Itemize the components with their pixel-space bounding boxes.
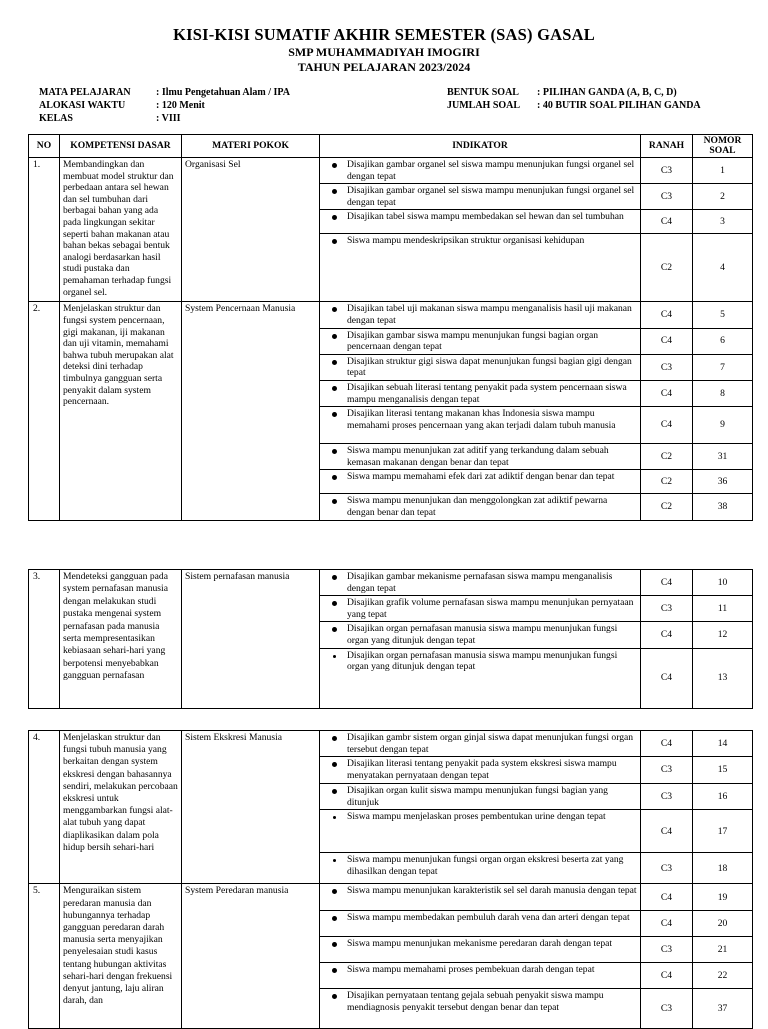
indicator-text: Disajikan gambar organel sel siswa mampu menunjukan fungsi organel sel dengan tepat <box>320 184 641 210</box>
table-row <box>29 302 753 328</box>
meta-label: ALOKASI WAKTU <box>39 100 126 111</box>
ranah-value: C4 <box>641 731 693 757</box>
question-number: 36 <box>693 470 753 494</box>
competency-text: Membandingkan dan membuat model struktur dan perbedaan antara sel hewan dan sel tumbuhan dari berbagai bahan yang ada pada lingkungan sekitar seperti bahan makanan atau bahan bekas sebagai bentuk analogi berdasarkan hasil studi pustaka dan pemahaman terhadap fungsi organel sel. <box>60 158 182 302</box>
question-number: 20 <box>693 911 753 937</box>
question-number: 10 <box>693 570 753 596</box>
meta-value: : PILIHAN GANDA (A, B, C, D) <box>537 87 677 98</box>
question-number: 18 <box>693 853 753 884</box>
ranah-value: C3 <box>641 184 693 210</box>
meta-class <box>39 112 290 125</box>
question-number: 22 <box>693 963 753 989</box>
indicator-text: Siswa mampu memahami efek dari zat adiktif dengan benar dan tepat <box>320 470 641 494</box>
meta-label: MATA PELAJARAN <box>39 87 131 98</box>
grid-table-section-3 <box>28 569 753 709</box>
ranah-value: C3 <box>641 853 693 884</box>
question-number: 31 <box>693 444 753 470</box>
indicator-text: Siswa mampu memahami proses pembekuan darah dengan tepat <box>320 963 641 989</box>
topic-text: Sistem Ekskresi Manusia <box>182 731 320 884</box>
meta-label: KELAS <box>39 113 73 124</box>
table-header-row <box>29 135 753 158</box>
meta-right <box>447 86 701 112</box>
indicator-text: Disajikan literasi tentang makanan khas Indonesia siswa mampu memahami proses pencernaan yang akan terjadi dalam tubuh manusia <box>320 407 641 444</box>
school-name: SMP MUHAMMADIYAH IMOGIRI <box>288 45 480 59</box>
indicator-text: Disajikan organ pernafasan manusia siswa mampu menunjukan fungsi organ yang ditunjuk dengan tepat <box>320 622 641 648</box>
ranah-value: C4 <box>641 963 693 989</box>
meta-value: : Ilmu Pengetahuan Alam / IPA <box>156 87 290 98</box>
indicator-text: Disajikan literasi tentang penyakit pada system ekskresi siswa mampu menyatakan pernyataan dengan tepat <box>320 757 641 784</box>
ranah-value: C3 <box>641 757 693 784</box>
document-title: KISI-KISI SUMATIF AKHIR SEMESTER (SAS) GASAL <box>173 25 595 44</box>
ranah-value: C2 <box>641 444 693 470</box>
topic-text: System Peredaran manusia <box>182 884 320 1029</box>
ranah-value: C4 <box>641 570 693 596</box>
ranah-value: C4 <box>641 622 693 648</box>
ranah-value: C3 <box>641 596 693 622</box>
question-number: 2 <box>693 184 753 210</box>
meta-question-type <box>447 86 701 99</box>
question-number: 21 <box>693 937 753 963</box>
academic-year: TAHUN PELAJARAN 2023/2024 <box>297 60 471 74</box>
question-number: 1 <box>693 158 753 184</box>
indicator-text: Disajikan struktur gigi siswa dapat menunjukan fungsi bagian gigi dengan tepat <box>320 354 641 380</box>
indicator-text: Disajikan grafik volume pernafasan siswa mampu menunjukan pernyataan yang tepat <box>320 596 641 622</box>
topic-text: Organisasi Sel <box>182 158 320 302</box>
indicator-text: Siswa mampu menjelaskan proses pembentukan urine dengan tepat <box>320 810 641 853</box>
col-header-kd: KOMPETENSI DASAR <box>60 135 182 158</box>
meta-time <box>39 99 290 112</box>
question-number: 17 <box>693 810 753 853</box>
table-row <box>29 884 753 911</box>
indicator-text: Disajikan gambar organel sel siswa mampu menunjukan fungsi organel sel dengan tepat <box>320 158 641 184</box>
question-number: 5 <box>693 302 753 328</box>
table-row <box>29 570 753 596</box>
indicator-text: Siswa mampu menunjukan zat aditif yang terkandung dalam sebuah kemasan makanan dengan benar dan tepat <box>320 444 641 470</box>
indicator-text: Disajikan gambar mekanisme pernafasan siswa mampu menganalisis dengan tepat <box>320 570 641 596</box>
ranah-value: C4 <box>641 380 693 406</box>
ranah-value: C3 <box>641 158 693 184</box>
section-number: 4. <box>29 731 60 884</box>
indicator-text: Siswa mampu menunjukan dan menggolongkan zat adiktif pewarna dengan benar dan tepat <box>320 494 641 520</box>
question-number: 16 <box>693 784 753 810</box>
competency-text: Menjelaskan struktur dan fungsi system pencernaan, gigi makanan, iji makanan dan uji vitamin, memahami bahwa tubuh merupakan alat deteksi dini terhadap timbulnya gangguan serta penyakit dalam system pencernaan. <box>60 302 182 520</box>
indicator-text: Disajikan tabel uji makanan siswa mampu menganalisis hasil uji makanan dengan tepat <box>320 302 641 328</box>
col-header-ranah: RANAH <box>641 135 693 158</box>
section-number: 5. <box>29 884 60 1029</box>
meta-value: : VIII <box>156 113 181 124</box>
ranah-value: C2 <box>641 494 693 520</box>
ranah-value: C2 <box>641 470 693 494</box>
meta-label: BENTUK SOAL <box>447 87 519 98</box>
ranah-value: C4 <box>641 328 693 354</box>
indicator-text: Siswa mampu menunjukan mekanisme peredaran darah dengan tepat <box>320 937 641 963</box>
question-number: 14 <box>693 731 753 757</box>
indicator-text: Disajikan gambr sistem organ ginjal siswa dapat menunjukan fungsi organ tersebut dengan tepat <box>320 731 641 757</box>
col-header-no: NO <box>29 135 60 158</box>
table-row <box>29 731 753 757</box>
question-number: 3 <box>693 210 753 234</box>
question-number: 6 <box>693 328 753 354</box>
question-number: 37 <box>693 989 753 1029</box>
question-number: 12 <box>693 622 753 648</box>
competency-text: Menguraikan sistem peredaran manusia dan hubungannya terhadap gangguan peredaran darah manusia serta menyajikan penyelesaian studi kasus tentang hubungan aktivitas sehari-hari dengan frekuensi denyut jantung, laju aliran darah, dan <box>60 884 182 1029</box>
indicator-text: Disajikan organ kulit siswa mampu menunjukan fungsi bagian yang ditunjuk <box>320 784 641 810</box>
meta-left <box>39 86 290 125</box>
ranah-value: C4 <box>641 884 693 911</box>
question-number: 8 <box>693 380 753 406</box>
meta-question-count <box>447 99 701 112</box>
question-number: 13 <box>693 648 753 708</box>
ranah-value: C4 <box>641 648 693 708</box>
indicator-text: Disajikan sebuah literasi tentang penyakit pada system pencernaan siswa mampu menganalisis dengan tepat <box>320 380 641 406</box>
grid-table-page-1 <box>28 134 753 521</box>
indicator-text: Disajikan organ pernafasan manusia siswa mampu menunjukan fungsi organ yang ditunjuk dengan tepat <box>320 648 641 708</box>
ranah-value: C4 <box>641 810 693 853</box>
table-row <box>29 158 753 184</box>
question-number: 9 <box>693 407 753 444</box>
meta-label: JUMLAH SOAL <box>447 100 521 111</box>
topic-text: Sistem pernafasan manusia <box>182 570 320 709</box>
col-header-nomor: NOMOR SOAL <box>693 135 753 158</box>
indicator-text: Siswa mampu menunjukan karakteristik sel sel darah manusia dengan tepat <box>320 884 641 911</box>
question-number: 38 <box>693 494 753 520</box>
indicator-text: Siswa mampu mendeskripsikan struktur organisasi kehidupan <box>320 234 641 302</box>
meta-value: : 40 BUTIR SOAL PILIHAN GANDA <box>537 100 701 111</box>
ranah-value: C4 <box>641 407 693 444</box>
ranah-value: C2 <box>641 234 693 302</box>
question-number: 19 <box>693 884 753 911</box>
col-header-indikator: INDIKATOR <box>320 135 641 158</box>
indicator-text: Disajikan gambar siswa mampu menunjukan fungsi bagian organ pencernaan dengan tepat <box>320 328 641 354</box>
col-header-materi: MATERI POKOK <box>182 135 320 158</box>
ranah-value: C4 <box>641 210 693 234</box>
meta-value: : 120 Menit <box>156 100 205 111</box>
ranah-value: C3 <box>641 989 693 1029</box>
indicator-text: Disajikan tabel siswa mampu membedakan sel hewan dan sel tumbuhan <box>320 210 641 234</box>
question-number: 11 <box>693 596 753 622</box>
indicator-text: Disajikan pernyataan tentang gejala sebuah penyakit siswa mampu mendiagnosis penyakit tersebut dengan benar dan tepat <box>320 989 641 1029</box>
section-number: 2. <box>29 302 60 520</box>
section-number: 3. <box>29 570 60 709</box>
question-number: 4 <box>693 234 753 302</box>
question-number: 15 <box>693 757 753 784</box>
ranah-value: C4 <box>641 302 693 328</box>
competency-text: Mendeteksi gangguan pada system pernafasan manusia dengan melakukan studi pustaka mengenai system pernafasan pada manusia serta mempresentasikan kebiasaan sehari-hari yang berpotensi menyebabkan gangguan pernafasan <box>60 570 182 709</box>
indicator-text: Siswa mampu membedakan pembuluh darah vena dan arteri dengan tepat <box>320 911 641 937</box>
ranah-value: C3 <box>641 784 693 810</box>
question-number: 7 <box>693 354 753 380</box>
ranah-value: C4 <box>641 911 693 937</box>
indicator-text: Siswa mampu menunjukan fungsi organ organ ekskresi beserta zat yang dihasilkan dengan tepat <box>320 853 641 884</box>
meta-subject <box>39 86 290 99</box>
section-number: 1. <box>29 158 60 302</box>
ranah-value: C3 <box>641 937 693 963</box>
competency-text: Menjelaskan struktur dan fungsi tubuh manusia yang berkaitan dengan system ekskresi dengan bahasannya sendiri, melakukan percobaan ekskresi untuk menggambarkan fungsi alat-alat tubuh yang dapat diaplikasikan dalam pola hidup bersih sehari-hari <box>60 731 182 884</box>
grid-table-sections-4-5 <box>28 730 753 1029</box>
ranah-value: C3 <box>641 354 693 380</box>
topic-text: System Pencernaan Manusia <box>182 302 320 520</box>
